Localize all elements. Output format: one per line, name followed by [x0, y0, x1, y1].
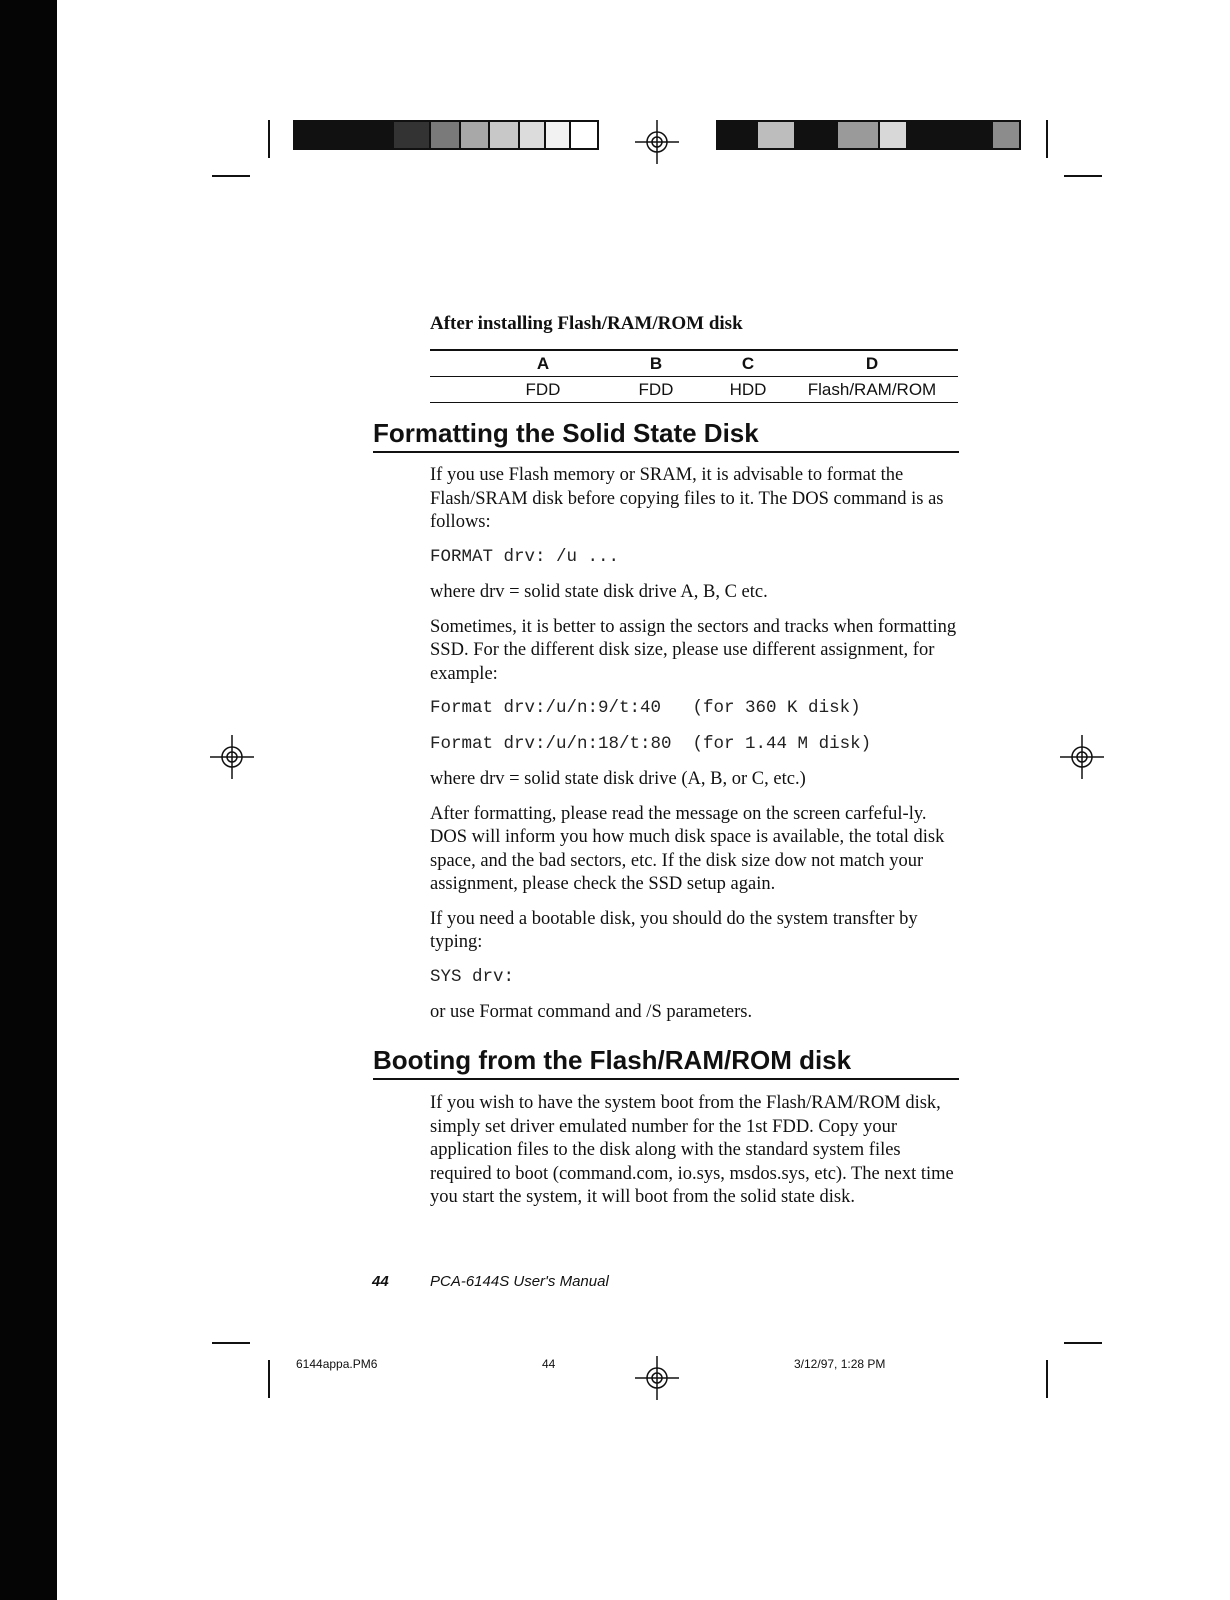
registration-bar-right [716, 120, 1021, 150]
table-header-row [430, 351, 958, 376]
registration-target-icon [1060, 735, 1104, 779]
command-format-144m: Format drv:/u/n:18/t:80 (for 1.44 M disk) [430, 733, 872, 754]
section-body-booting [430, 1092, 960, 1221]
registration-target-icon [635, 1356, 679, 1400]
crop-mark [1064, 175, 1102, 177]
table-header-cell: A [536, 353, 550, 373]
scan-edge [0, 0, 57, 1600]
crop-mark [1046, 120, 1048, 158]
command-format: FORMAT drv: /u ... [430, 546, 620, 567]
crop-mark [212, 175, 250, 177]
table-header-cell: D [865, 353, 879, 373]
crop-mark [268, 120, 270, 158]
section-heading-booting: Booting from the Flash/RAM/ROM disk [373, 1045, 959, 1080]
table-row [430, 377, 958, 402]
crop-mark [1046, 1360, 1048, 1398]
registration-target-icon [635, 120, 679, 164]
paragraph: If you use Flash memory or SRAM, it is advisable to format the Flash/SRAM disk before copying files to it. The DOS command is as follows: [430, 465, 944, 532]
table-cell: HDD [729, 379, 767, 399]
table-header-cell: B [649, 353, 663, 373]
paragraph: If you wish to have the system boot from the Flash/RAM/ROM disk, simply set driver emulated number for the 1st FDD. Copy your application files to the disk along with the standard system files required to boot (command.com, io.sys, msdos.sys, etc). The next time you start the system, it will boot from the solid state disk. [430, 1093, 954, 1207]
registration-bar-left [293, 120, 599, 150]
registration-target-icon [210, 735, 254, 779]
table-cell: FDD [638, 379, 674, 399]
paragraph: or use Format command and /S parameters. [430, 1002, 753, 1022]
paragraph: After formatting, please read the message on the screen carfeful-ly. DOS will inform you how much disk space is available, the total disk space, and the bad sectors, etc. If the disk size dow not match your assignment, please check the SSD setup again. [430, 803, 945, 894]
paragraph: where drv = solid state disk drive (A, B, or C, etc.) [430, 769, 806, 789]
table-cell: FDD [525, 379, 561, 399]
command-sys: SYS drv: [430, 966, 515, 987]
drive-table [430, 349, 958, 403]
slug-page: 44 [542, 1357, 556, 1371]
paragraph: where drv = solid state disk drive A, B, C etc. [430, 582, 768, 602]
footer-page-number: 44 [372, 1273, 389, 1290]
section-body-formatting [430, 464, 960, 1036]
table-cell: Flash/RAM/ROM [807, 379, 937, 399]
section-heading-formatting: Formatting the Solid State Disk [373, 418, 959, 453]
footer-manual-title: PCA-6144S User's Manual [430, 1273, 609, 1290]
slug-date: 3/12/97, 1:28 PM [794, 1357, 886, 1371]
command-format-360k: Format drv:/u/n:9/t:40 (for 360 K disk) [430, 698, 861, 718]
crop-mark [1064, 1342, 1102, 1344]
paragraph: If you need a bootable disk, you should do the system transfter by typing: [430, 908, 918, 952]
crop-mark [212, 1342, 250, 1344]
slug-filename: 6144appa.PM6 [296, 1357, 378, 1371]
table-header-cell: C [741, 353, 755, 373]
table-caption: After installing Flash/RAM/ROM disk [430, 313, 743, 334]
paragraph: Sometimes, it is better to assign the sectors and tracks when formatting SSD. For the different disk size, please use different assignment, for example: [430, 616, 957, 684]
crop-mark [268, 1360, 270, 1398]
